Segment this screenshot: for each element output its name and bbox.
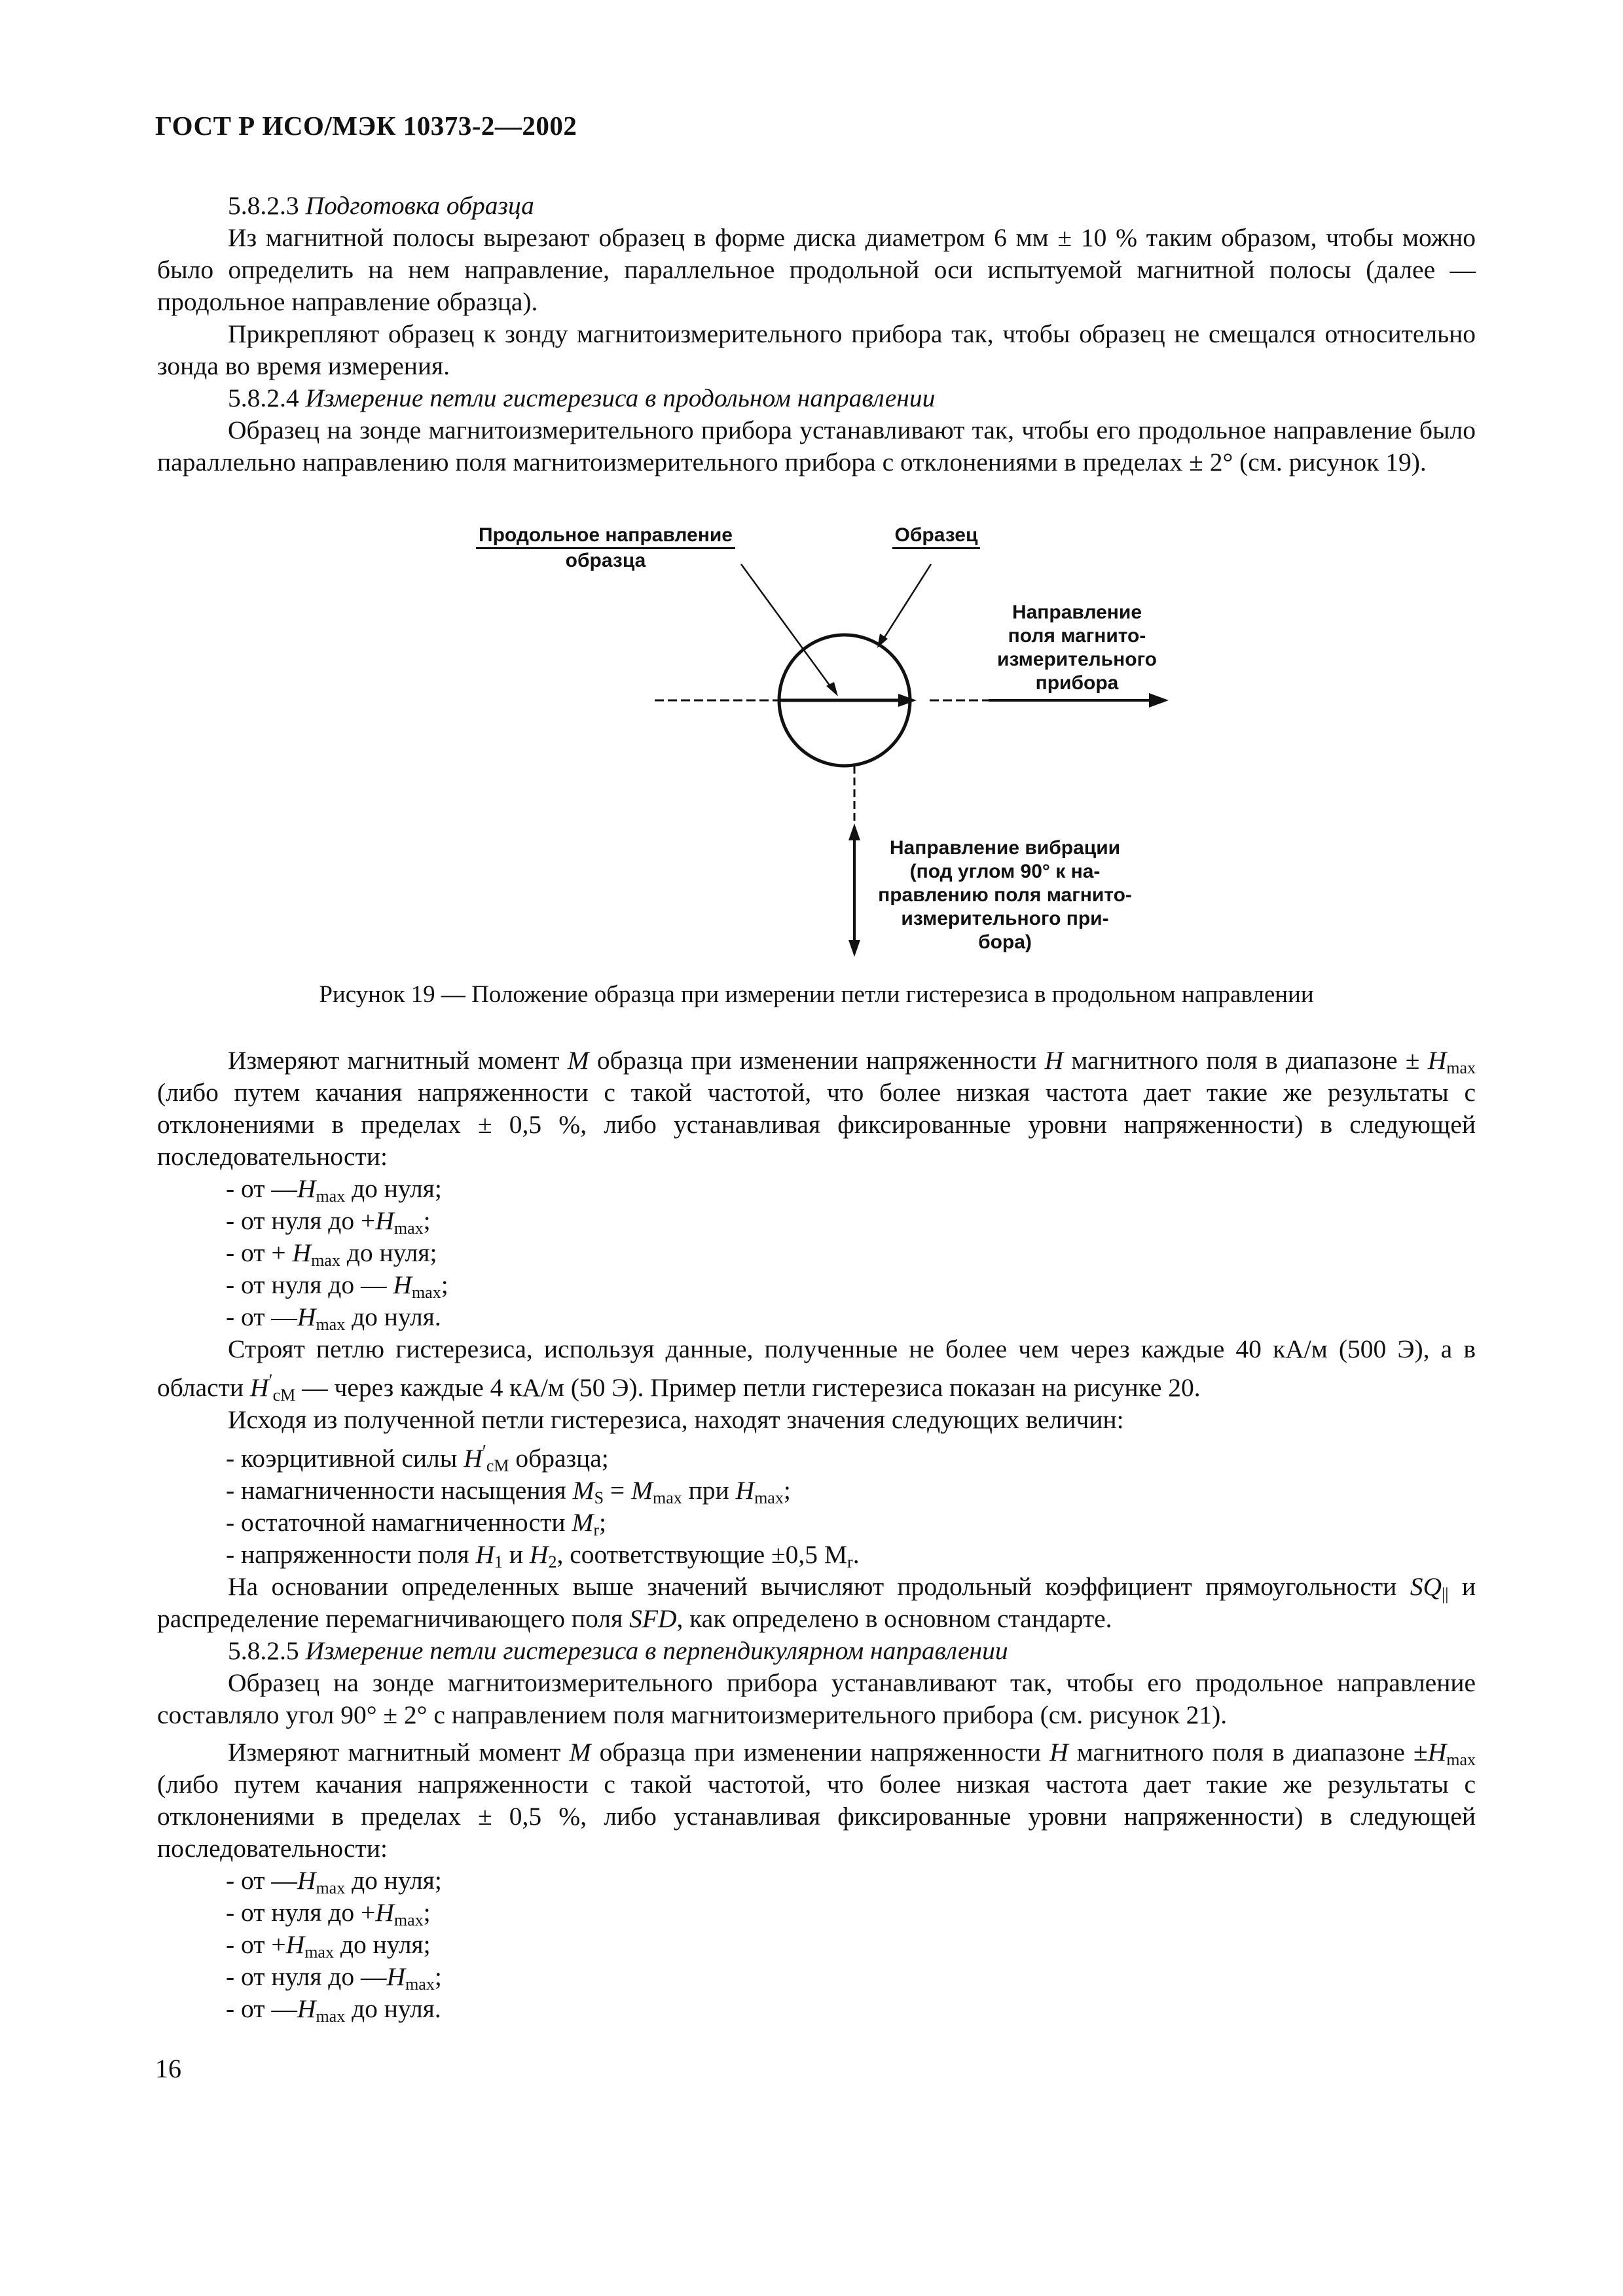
list-item: - от $—H_{max}$ до нуля. — [226, 1302, 441, 1334]
document-header: ГОСТ Р ИСО/МЭК 10373-2—2002 — [155, 111, 577, 141]
paragraph: Исходя из полученной петли гистерезиса, находят значения следующих величин: — [228, 1405, 1124, 1435]
paragraph: Образец на зонде магнитоизмерительного прибора устанавливают так, чтобы его продольное направление составляло угол 90° ± 2° с направлением поля магнитоизмерительного прибора (см. рисунок 21). — [157, 1668, 1476, 1730]
list-item: - от нуля до $—H_{max}$; — [226, 1962, 442, 1994]
label-longitudinal-direction: Продольное направление образца — [458, 524, 753, 573]
paragraph: Из магнитной полосы вырезают образец в форме диска диаметром 6 мм ± 10 % таким образом, чтобы можно было определить на нем направление, параллельное продольной оси испытуемой магнитной полосы (далее — продольное направление образца). — [157, 223, 1476, 316]
paragraph: На основании определенных выше значений вычисляют продольный коэффициент прямоугольности $SQ_{||}$ и распределение перемагничивающего поля SFD, как определено в основном стандарте. — [157, 1572, 1476, 1634]
section-5823-heading: 5.8.2.3 Подготовка образца — [228, 191, 534, 220]
arrowhead — [898, 694, 917, 707]
paragraph: Строят петлю гистерезиса, используя данные, полученные не более чем через каждые 40 кА/м (500 Э), а в области $H'_{cM}$ — через каждые 4 кА/м (50 Э). Пример петли гистерезиса показан на рисунке 20. — [157, 1335, 1476, 1405]
paragraph: Прикрепляют образец к зонду магнитоизмерительного прибора так, чтобы образец не смещался относительно зонда во время измерения. — [157, 319, 1476, 380]
list-item: - намагниченности насыщения $M_S = M_{max}$ при $H_{max}$; — [226, 1476, 791, 1508]
section-title: Измерение петли гистерезиса в перпендикулярном направлении — [305, 1636, 1008, 1666]
figure-caption: Рисунок 19 — Положение образца при измерении петли гистерезиса в продольном направлении — [319, 981, 1314, 1008]
label-sample: Образец — [884, 524, 989, 549]
list-item: - от $—H_{max}$ до нуля; — [226, 1866, 442, 1898]
list-item: - от нуля до $+H_{max}$; — [226, 1206, 431, 1238]
section-title: Измерение петли гистерезиса в продольном направлении — [305, 384, 936, 412]
arrowhead — [1149, 693, 1169, 708]
figure-19 — [458, 524, 1192, 969]
arrowhead — [848, 940, 860, 957]
label-vibration-direction: Направление вибрации (под углом 90° к на- правлению поля магнито- измерительного при- бора) — [878, 837, 1132, 953]
list-item: - коэрцитивной силы $H'_{cM}$ образца; — [226, 1442, 609, 1476]
arrowhead — [848, 823, 860, 840]
paragraph: Измеряют магнитный момент M образца при изменении напряженности H магнитного поля в диапазоне $\pm H_{max}$ (либо путем качания напряженности с такой частотой, что более низкая частота дает такие же результаты с отклонениями в пределах ± 0,5 %, либо устанавливая фиксированные уровни напряженности) в следующей последовательности: — [157, 1738, 1476, 1863]
list-item: - от + $H_{max}$ до нуля; — [226, 1238, 437, 1270]
list-item: - напряженности поля $H_1$ и $H_2$, соответствующие ±0,5 $M_r$. — [226, 1540, 860, 1572]
paragraph: Образец на зонде магнитоизмерительного прибора устанавливают так, чтобы его продольное направление было параллельно направлению поля магнитоизмерительного прибора с отклонениями в пределах ± 2° (см. рисунок 19). — [157, 416, 1476, 476]
list-item: - от $—H_{max}$ до нуля; — [226, 1174, 442, 1206]
list-item: - от $+H_{max}$ до нуля; — [226, 1930, 431, 1962]
list-item: - от $—H_{max}$ до нуля. — [226, 1994, 441, 2026]
section-body — [157, 1045, 1476, 2025]
section-title: Подготовка образца — [305, 191, 534, 220]
list-item: - от нуля до $+H_{max}$; — [226, 1898, 431, 1930]
list-item: - от нуля до — $H_{max}$; — [226, 1270, 448, 1302]
list-item: - остаточной намагниченности $M_r$; — [226, 1508, 606, 1540]
section-top — [157, 190, 1476, 478]
section-5824-heading: 5.8.2.4 Измерение петли гистерезиса в продольном направлении — [228, 384, 936, 412]
page-number: 16 — [155, 2054, 181, 2083]
paragraph: Измеряют магнитный момент M образца при изменении напряженности H магнитного поля в диапазоне ± $H_{max}$ (либо путем качания напряженности с такой частотой, что более низкая частота дает такие же результаты с отклонениями в пределах ± 0,5 %, либо устанавливая фиксированные уровни напряженности) в следующей последовательности: — [157, 1046, 1476, 1171]
leader-line-sample — [882, 564, 931, 641]
section-5825-heading: 5.8.2.5 Измерение петли гистерезиса в перпендикулярном направлении — [228, 1636, 1008, 1666]
label-field-direction: Направление поля магнито- измерительного прибора — [997, 601, 1157, 694]
